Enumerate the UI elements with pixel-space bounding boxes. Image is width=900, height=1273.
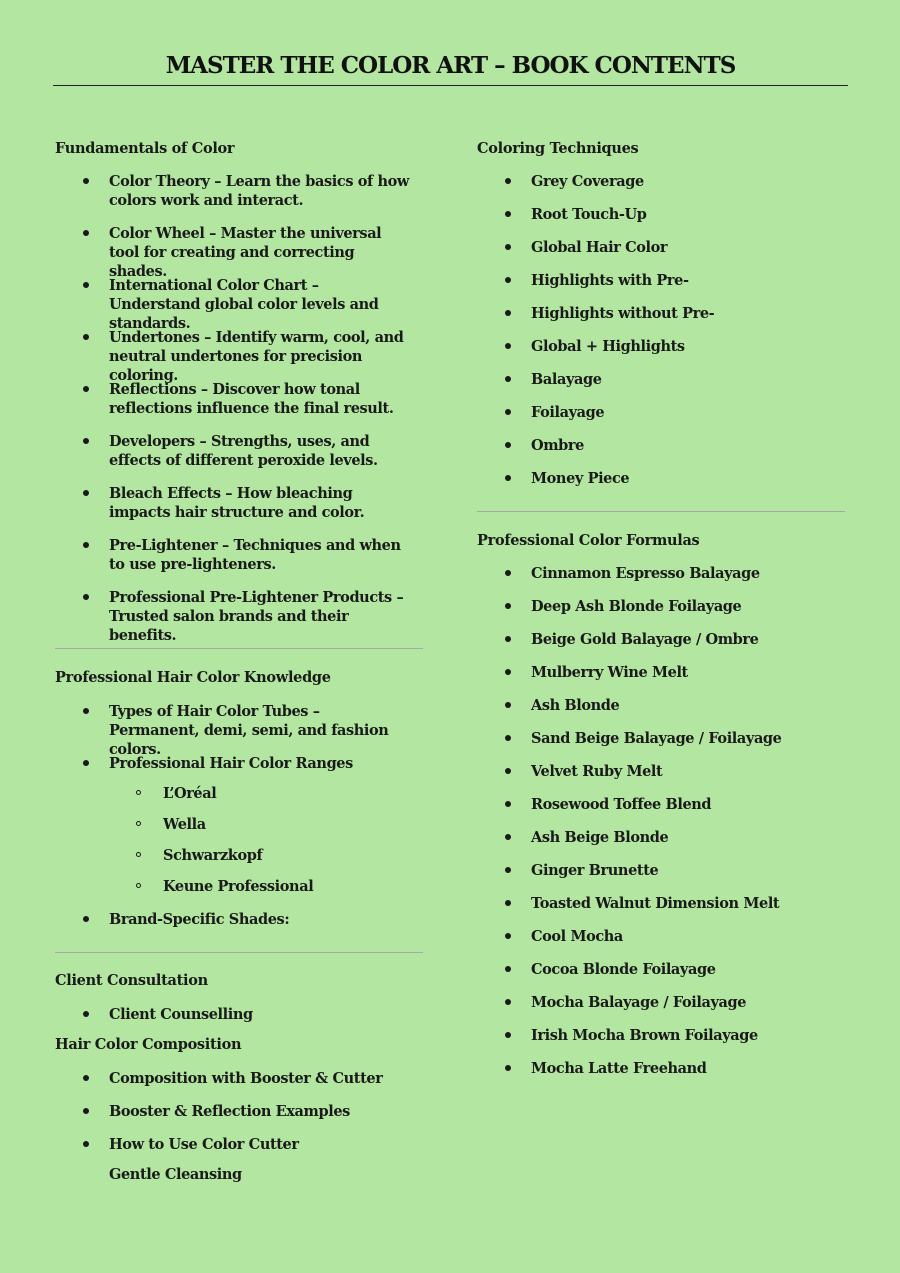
section-heading-techniques: Coloring Techniques <box>477 140 639 157</box>
list-item: Composition with Booster & Cutter <box>109 1069 409 1088</box>
list-item: Bleach Effects – How bleaching impacts hair structure and color. <box>109 484 409 522</box>
brand-item: Schwarzkopf <box>163 847 263 864</box>
list-item: Ombre <box>531 436 831 455</box>
list-item: Global + Highlights <box>531 337 831 356</box>
list-item: Cinnamon Espresso Balayage <box>531 564 831 583</box>
section-heading-knowledge: Professional Hair Color Knowledge <box>55 669 331 686</box>
list-item: Color Theory – Learn the basics of how colors work and interact. <box>109 173 409 209</box>
list-item: Mocha Balayage / Foilayage <box>531 993 831 1012</box>
list-item: Brand-Specific Shades: <box>109 910 409 929</box>
list-item: Booster & Reflection Examples <box>109 1102 409 1121</box>
list-item-continuation: Gentle Cleansing <box>109 1166 242 1183</box>
list-item: Client Counselling <box>109 1005 409 1024</box>
section-heading-fundamentals: Fundamentals of Color <box>55 140 235 157</box>
list-item: International Color Chart – Understand global color levels and standards. <box>109 276 409 333</box>
list-item: Cocoa Blonde Foilayage <box>531 960 831 979</box>
list-item: Sand Beige Balayage / Foilayage <box>531 729 831 748</box>
list-item: Irish Mocha Brown Foilayage <box>531 1026 831 1045</box>
brand-item: L’Oréal <box>163 785 217 802</box>
list-item: Toasted Walnut Dimension Melt <box>531 894 841 913</box>
section-divider <box>55 952 423 953</box>
section-divider <box>477 511 845 512</box>
list-item: Beige Gold Balayage / Ombre <box>531 630 831 649</box>
list-item: How to Use Color Cutter <box>109 1135 409 1154</box>
list-item: Root Touch-Up <box>531 205 831 224</box>
list-item: Ash Blonde <box>531 696 831 715</box>
section-heading-consultation: Client Consultation <box>55 972 208 989</box>
list-item: Highlights without Pre- <box>531 304 831 323</box>
brand-item: Keune Professional <box>163 878 314 895</box>
list-item: Types of Hair Color Tubes – Permanent, demi, semi, and fashion colors. <box>109 702 409 759</box>
list-item: Foilayage <box>531 403 831 422</box>
list-item: Developers – Strengths, uses, and effects of different peroxide levels. <box>109 432 409 470</box>
list-item: Professional Pre-Lightener Products – Trusted salon brands and their benefits. <box>109 588 414 645</box>
list-item: Reflections – Discover how tonal reflections influence the final result. <box>109 380 409 418</box>
page-title: MASTER THE COLOR ART – BOOK CONTENTS <box>165 52 736 79</box>
section-heading-composition: Hair Color Composition <box>55 1036 242 1053</box>
section-heading-formulas: Professional Color Formulas <box>477 532 700 549</box>
list-item: Mocha Latte Freehand <box>531 1059 831 1078</box>
list-item: Color Wheel – Master the universal tool for creating and correcting shades. <box>109 224 409 281</box>
list-item: Ash Beige Blonde <box>531 828 831 847</box>
list-item: Balayage <box>531 370 831 389</box>
list-item: Undertones – Identify warm, cool, and neutral undertones for precision coloring. <box>109 328 409 385</box>
section-divider <box>55 648 423 649</box>
list-item: Pre-Lightener – Techniques and when to use pre-lighteners. <box>109 536 414 574</box>
list-item: Deep Ash Blonde Foilayage <box>531 597 831 616</box>
list-item: Cool Mocha <box>531 927 831 946</box>
list-item: Velvet Ruby Melt <box>531 762 831 781</box>
title-divider <box>53 85 848 86</box>
list-item: Grey Coverage <box>531 172 831 191</box>
list-item: Global Hair Color <box>531 238 831 257</box>
list-item: Professional Hair Color Ranges <box>109 754 409 773</box>
list-item: Ginger Brunette <box>531 861 831 880</box>
list-item: Highlights with Pre- <box>531 271 831 290</box>
list-item: Mulberry Wine Melt <box>531 663 831 682</box>
brand-item: Wella <box>163 816 206 833</box>
list-item: Rosewood Toffee Blend <box>531 795 831 814</box>
list-item: Money Piece <box>531 469 831 488</box>
